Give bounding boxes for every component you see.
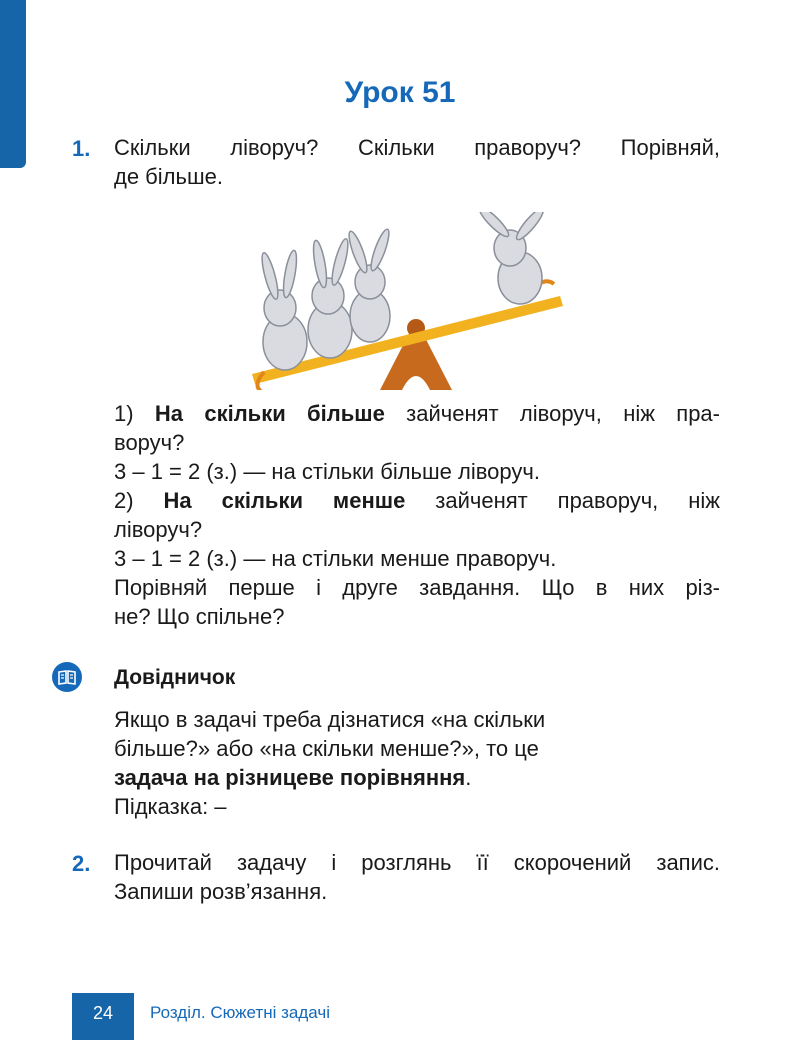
task-1-line-1: Скільки ліворуч? Скільки праворуч? Порівняй,: [114, 135, 720, 160]
page-number: 24: [92, 1003, 114, 1023]
question-2-line-2: ліворуч?: [114, 517, 203, 542]
task-2-number: 2.: [72, 851, 91, 876]
task-2-line-1: Прочитай задачу і розглянь її скорочений запис.: [114, 850, 720, 875]
book-icon: [52, 662, 82, 692]
task-2-text: [114, 848, 720, 906]
section-title: Розділ. Сюжетні задачі: [150, 1003, 330, 1022]
reference-hint: Підказка: –: [114, 794, 227, 819]
lesson-title: Урок 51: [344, 76, 456, 109]
right-bunny: [476, 212, 546, 304]
question-1-line-1: 1) На скільки більше зайченят ліворуч, ніж пра-: [114, 401, 720, 426]
reference-rule: задача на різницеве порівняння.: [114, 765, 472, 790]
task-1-text: [114, 133, 720, 191]
bunnies-seesaw-illustration: [230, 212, 590, 390]
answer-1: 3 – 1 = 2 (з.) — на стільки більше ліворуч.: [114, 459, 540, 484]
compare-line-2: не? Що спільне?: [114, 604, 285, 629]
task-1-questions: [114, 399, 720, 631]
question-2-line-1: 2) На скільки менше зайченят праворуч, ніж: [114, 488, 720, 513]
compare-line-1: Порівняй перше і друге завдання. Що в них різ-: [114, 575, 720, 600]
reference-line-2: більше?» або «на скільки менше?», то це: [114, 736, 539, 761]
reference-line-1: Якщо в задачі треба дізнатися «на скільки: [114, 707, 546, 732]
task-1-number: 1.: [72, 136, 91, 161]
reference-text: [114, 705, 674, 821]
answer-2: 3 – 1 = 2 (з.) — на стільки менше праворуч.: [114, 546, 557, 571]
task-2-line-2: Запиши розв’язання.: [114, 879, 328, 904]
reference-title: Довідничок: [114, 666, 236, 689]
question-1-line-2: воруч?: [114, 430, 185, 455]
task-1-line-2: де більше.: [114, 164, 223, 189]
